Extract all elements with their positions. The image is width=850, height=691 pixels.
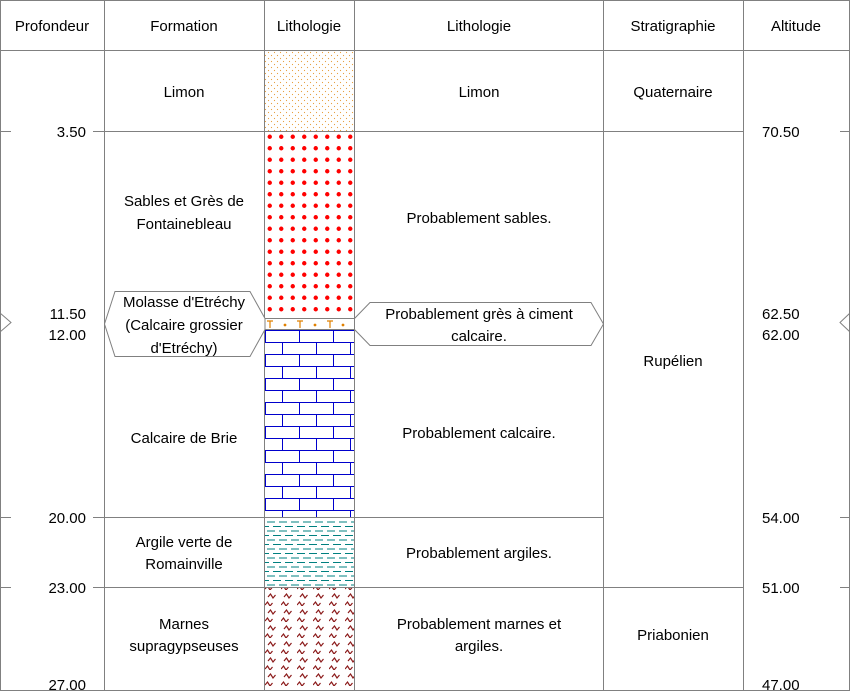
altitude-label: 47.00: [762, 677, 800, 691]
depth-scale: [48, 124, 86, 691]
lithology-description: Probablement sables.: [406, 210, 552, 227]
lithology-description: Probablement argiles.: [406, 545, 552, 562]
stratigraphy-column: [633, 84, 712, 644]
formation-column: [123, 84, 246, 655]
header-depth: Profondeur: [14, 18, 90, 35]
formation-name: Limon: [163, 84, 205, 101]
depth-label: 12.00: [48, 327, 86, 344]
formation-name: Argile verte de: [135, 534, 233, 551]
stratigraphy-unit: Quaternaire: [633, 84, 713, 101]
formation-name: supragypseuses: [129, 638, 239, 655]
depth-label: 23.00: [48, 580, 86, 597]
pattern-sandstone-cement: [265, 318, 354, 330]
altitude-label: 62.50: [762, 306, 800, 323]
formation-name: d'Etréchy): [150, 340, 218, 357]
pattern-limestone: [265, 330, 354, 518]
lithology-description: argiles.: [454, 638, 504, 655]
lithology-description: calcaire.: [451, 328, 507, 345]
table-header: [15, 18, 821, 35]
lithology-description: Limon: [458, 84, 500, 101]
depth-label: 3.50: [56, 124, 86, 141]
stratigraphy-unit: Priabonien: [637, 627, 709, 644]
lithology-description: Probablement calcaire.: [402, 425, 556, 442]
stratigraphy-unit: Rupélien: [643, 353, 703, 370]
altitude-label: 70.50: [762, 124, 800, 141]
header-lithology-text: Lithologie: [446, 18, 512, 35]
altitude-label: 54.00: [762, 510, 800, 527]
pattern-clay: [265, 518, 354, 588]
depth-label: 20.00: [48, 510, 86, 527]
lithology-column: [385, 84, 573, 655]
altitude-scale: [762, 124, 800, 691]
header-stratigraphy: Stratigraphie: [630, 18, 716, 35]
header-lithology-pattern: Lithologie: [276, 18, 342, 35]
formation-name: Calcaire de Brie: [130, 430, 238, 447]
formation-name: Molasse d'Etréchy: [122, 294, 246, 311]
altitude-label: 62.00: [762, 327, 800, 344]
formation-name: Marnes: [158, 616, 210, 633]
pattern-sand: [265, 131, 354, 318]
formation-name: Romainville: [145, 556, 223, 573]
pattern-silt: [265, 50, 354, 131]
formation-name: Sables et Grès de: [123, 193, 245, 210]
pattern-marl: [265, 588, 354, 686]
header-formation: Formation: [150, 18, 218, 35]
altitude-label: 51.00: [762, 580, 800, 597]
depth-label: 11.50: [49, 306, 86, 323]
lithology-description: Probablement marnes et: [396, 616, 562, 633]
formation-name: Fontainebleau: [136, 216, 232, 233]
lithology-description: Probablement grès à ciment: [385, 306, 573, 323]
formation-name: (Calcaire grossier: [125, 317, 243, 334]
header-altitude: Altitude: [770, 18, 822, 35]
depth-label: 27.00: [48, 677, 86, 691]
